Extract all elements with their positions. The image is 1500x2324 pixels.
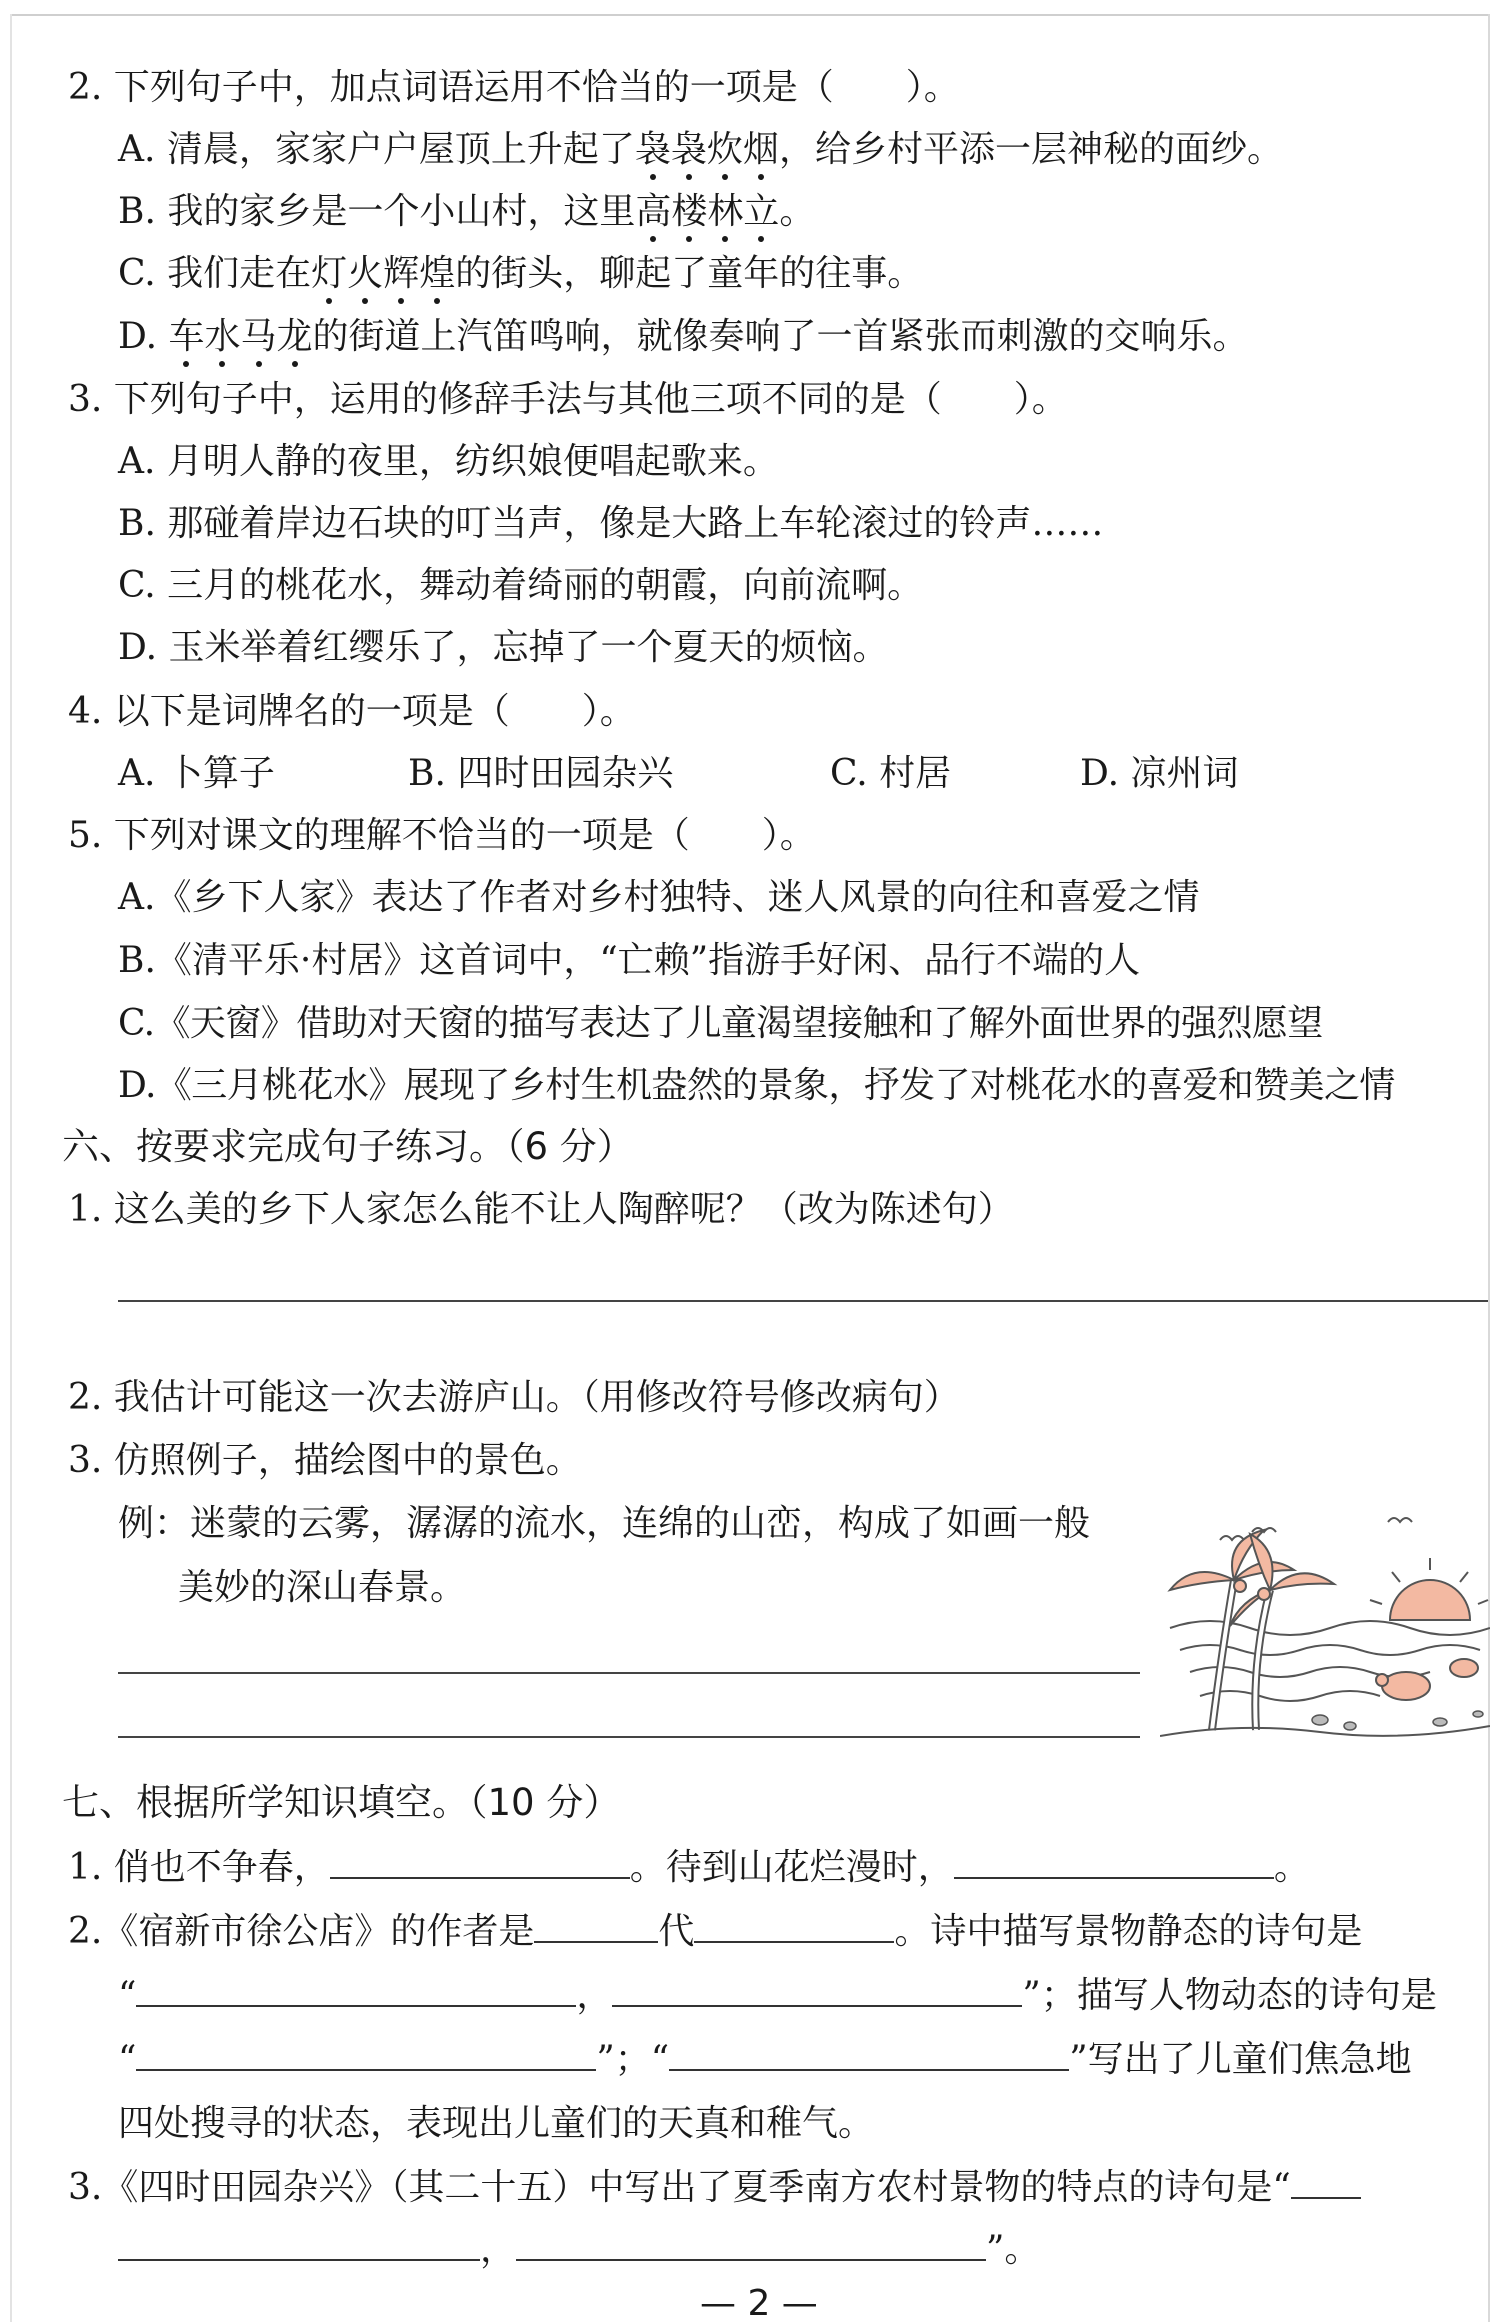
- q5-option-c: C.《天窗》借助对天窗的描写表达了儿童渴望接触和了解外面世界的强烈愿望: [118, 1003, 1323, 1044]
- beach-sunset-illustration: [1160, 1500, 1490, 1740]
- s7-q1-text: 1. 俏也不争春，: [68, 1847, 330, 1888]
- q2-d-text-end: 的街道上汽笛鸣响，就像奏响了一首紧张而刺激的交响乐。: [312, 316, 1249, 357]
- s7-q2-quote-mid: ”；“: [596, 2039, 670, 2080]
- page-border-right: [1488, 14, 1490, 2322]
- s7-q2-author-era-blank[interactable]: [534, 1911, 658, 1943]
- bird-icon: [1220, 1536, 1244, 1540]
- q3-option-c: C. 三月的桃花水，舞动着绮丽的朝霞，向前流啊。: [118, 565, 924, 606]
- q5-stem: 5. 下列对课文的理解不恰当的一项是（ ）。: [68, 815, 816, 856]
- q2-option-b: [118, 188, 815, 236]
- q3-option-a: A. 月明人静的夜里，纺织娘便唱起歌来。: [118, 441, 779, 482]
- s7-q2-quote-open-2: “: [118, 2039, 137, 2080]
- s7-q2-text-end: ”写出了儿童们焦急地: [1069, 2039, 1412, 2080]
- s7-q2-dynamic-blank-2[interactable]: [669, 2039, 1069, 2071]
- s7-q2-dynamic-blank-1[interactable]: [136, 2039, 596, 2071]
- q2-option-a: [118, 126, 1283, 174]
- section7-title: 七、根据所学知识填空。（10 分）: [62, 1781, 621, 1824]
- q2-d-dotted-word: 车水马龙: [168, 316, 312, 357]
- s6-q3-answer-line-2[interactable]: [118, 1736, 1140, 1738]
- s7-q2-static-blank-2[interactable]: [612, 1975, 1022, 2007]
- s7-q2-text-dynamic: ”；描写人物动态的诗句是: [1022, 1975, 1437, 2016]
- q2-c-dotted-word: 灯火辉煌: [311, 253, 455, 294]
- section6-title: 六、按要求完成句子练习。（6 分）: [62, 1125, 634, 1168]
- q2-stem: 2. 下列句子中，加点词语运用不恰当的一项是（ ）。: [68, 67, 960, 108]
- s7-q2-author-blank[interactable]: [694, 1911, 894, 1943]
- s7-q3-text: 3.《四时田园杂兴》（其二十五）中写出了夏季南方农村景物的特点的诗句是“: [68, 2167, 1291, 2208]
- q5-option-d: D.《三月桃花水》展现了乡村生机盎然的景象，抒发了对桃花水的喜爱和赞美之情: [118, 1065, 1395, 1106]
- sand-shells: [1312, 1711, 1483, 1730]
- q2-c-text: C. 我们走在: [118, 253, 312, 294]
- s7-q3-blank-2[interactable]: [516, 2229, 986, 2261]
- s7-q2-line1: [68, 1908, 1362, 1956]
- s6-q2: 2. 我估计可能这一次去游庐山。（用修改符号修改病句）: [68, 1377, 960, 1418]
- q4-option-b: B. 四时田园杂兴: [408, 753, 674, 794]
- s7-q1-text-end: 。: [1273, 1847, 1310, 1888]
- q4-option-c: C. 村居: [830, 753, 952, 794]
- s6-q1-answer-line[interactable]: [118, 1300, 1488, 1302]
- q5-option-a: A.《乡下人家》表达了作者对乡村独特、迷人风景的向往和喜爱之情: [118, 877, 1200, 918]
- s7-q2-quote-open: “: [118, 1975, 137, 2016]
- s7-q2-text-post: 。诗中描写景物静态的诗句是: [894, 1911, 1363, 1952]
- s6-q3-example-line2: 美妙的深山春景。: [178, 1567, 467, 1608]
- s7-q3-comma: ，: [480, 2229, 517, 2270]
- q3-option-b: B. 那碰着岸边石块的叮当声，像是大路上车轮滚过的铃声……: [118, 503, 1104, 544]
- page-border-top: [10, 14, 1490, 16]
- page-number: — 2 —: [700, 2283, 818, 2324]
- s6-q1: 1. 这么美的乡下人家怎么能不让人陶醉呢？（改为陈述句）: [68, 1189, 1014, 1230]
- turtle-icon: [1376, 1659, 1478, 1700]
- s7-q1-blank-2[interactable]: [954, 1847, 1274, 1879]
- q3-stem: 3. 下列句子中，运用的修辞手法与其他三项不同的是（ ）。: [68, 379, 1068, 420]
- q2-b-text-end: 。: [779, 191, 816, 232]
- s7-q1-blank-1[interactable]: [330, 1847, 630, 1879]
- q3-option-d: D. 玉米举着红缨乐了，忘掉了一个夏天的烦恼。: [118, 627, 889, 668]
- q4-stem: 4. 以下是词牌名的一项是（ ）。: [68, 691, 636, 732]
- page-border-left: [10, 14, 12, 2322]
- q4-option-a: A. 卜算子: [118, 753, 275, 794]
- s6-q3-answer-line-1[interactable]: [118, 1672, 1140, 1674]
- s6-q3: 3. 仿照例子，描绘图中的景色。: [68, 1440, 582, 1481]
- q2-option-c: [118, 250, 923, 298]
- q5-option-b: B.《清平乐·村居》这首词中，“亡赖”指游手好闲、品行不端的人: [118, 940, 1141, 981]
- q2-b-text: B. 我的家乡是一个小山村，这里: [118, 191, 636, 232]
- q2-option-d: [118, 313, 1249, 361]
- bird-icon-3: [1388, 1518, 1412, 1522]
- s7-q2-dai: 代: [658, 1911, 695, 1952]
- s7-q1-text-mid: 。待到山花烂漫时，: [629, 1847, 954, 1888]
- s7-q3-line1: [68, 2164, 1361, 2212]
- q2-a-dotted-word: 袅袅炊烟: [635, 129, 779, 170]
- q2-c-text-end: 的街头，聊起了童年的往事。: [455, 253, 924, 294]
- s7-q2-text: 2.《宿新市徐公店》的作者是: [68, 1911, 535, 1952]
- q2-d-text: D.: [118, 316, 169, 357]
- s7-q2-comma: ，: [576, 1975, 613, 2016]
- q2-b-dotted-word: 高楼林立: [635, 191, 779, 232]
- s7-q3-blank-1[interactable]: [118, 2229, 480, 2261]
- s7-q2-line2: [118, 1972, 1437, 2020]
- palm-tree-icon: [1170, 1530, 1334, 1730]
- s7-q3-line2: [118, 2226, 1040, 2274]
- sunset-sun-icon: [1370, 1558, 1488, 1620]
- s7-q2-static-blank-1[interactable]: [136, 1975, 576, 2007]
- q4-option-d: D. 凉州词: [1080, 753, 1239, 794]
- s6-q3-example-line1: 例：迷蒙的云雾，潺潺的流水，连绵的山峦，构成了如画一般: [118, 1503, 1091, 1544]
- s7-q1: [68, 1844, 1310, 1892]
- s7-q2-line3: [118, 2036, 1412, 2084]
- s7-q2-line4: 四处搜寻的状态，表现出儿童们的天真和稚气。: [118, 2103, 875, 2144]
- s7-q3-end: ”。: [986, 2229, 1041, 2270]
- q2-a-text-end: ，给乡村平添一层神秘的面纱。: [778, 129, 1283, 170]
- q2-a-text: A. 清晨，家家户户屋顶上升起了: [118, 129, 635, 170]
- s7-q3-blank-start[interactable]: [1291, 2167, 1361, 2199]
